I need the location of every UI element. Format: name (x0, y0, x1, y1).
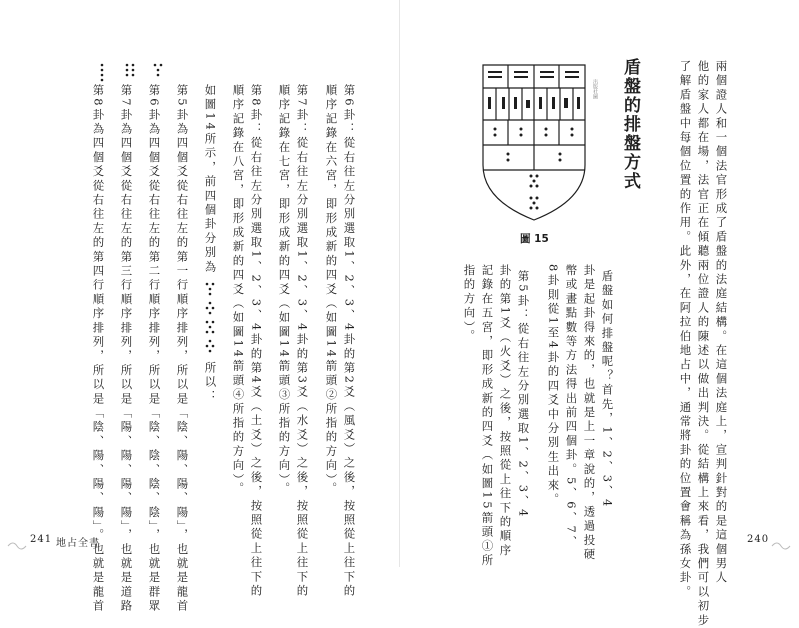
left-text-column-3: 第7卦：從右往左分別選取1、2、3、4卦的第3爻（水爻）之後，按照從上往下的 (295, 84, 310, 599)
left-text-column-2: 順序記錄在六宮，即形成新的四爻（如圖14箭頭②所指的方向）。 (324, 84, 339, 496)
example-line-8-text: 第8卦為四個爻從右往左的第四行順序排列，所以是「陰、陽、陽、陽」。也就是 (91, 84, 106, 586)
example-line-7-result: 道路 (119, 585, 134, 614)
left-text-column-1: 第6卦：從右往左分別選取1、2、3、4卦的第2爻（風爻）之後，按照從上往下的 (342, 84, 357, 599)
example-line-6-result: 群眾 (147, 585, 162, 614)
right-text-column-4: 盾盤如何排盤呢？首先，1、2、3、4 (600, 270, 615, 509)
example-intro-text-a: 如圖14所示，前四個卦分別為 (203, 84, 218, 275)
right-text-column-10: 記錄在五宮，即形成新的四爻（如圖15箭頭①所 (480, 264, 495, 569)
section-title: 盾盤的排盤方式 (620, 58, 640, 191)
right-text-column-8: 第5卦：從右往左分別選取1、2、3、4 (516, 270, 531, 520)
page-ornament-left-icon (6, 540, 28, 552)
figure-caption: 圖 15 (520, 233, 549, 245)
right-text-column-3: 了解盾盤中每個位置的作用。此外，在阿拉伯地占中，通常將卦的位置會稱為孫女卦。 (678, 60, 693, 600)
left-text-column-5: 第8卦：從右往左分別選取1、2、3、4卦的第4爻（土爻）之後，按照從上往下的 (249, 84, 264, 599)
figure-dots-7-icon (124, 62, 136, 80)
page-gutter (399, 0, 400, 567)
page-ornament-right-icon (770, 540, 792, 552)
right-text-column-1: 兩個證人和一個法官形成了盾盤的法庭結構。在這個法庭上，宣判針對的是這個男人 (714, 60, 729, 586)
example-line-8-result: 龍首 (91, 585, 106, 614)
left-text-column-6: 順序記錄在八宮，即形成新的四爻（如圖14箭頭④所指的方向）。 (231, 84, 246, 496)
right-page-number: 240 (747, 534, 770, 545)
figure-small-label: 出版社圖 (592, 79, 598, 99)
right-text-column-11: 指的方向）。 (462, 264, 477, 344)
example-intro-column (204, 84, 216, 404)
left-page-number: 241 (30, 534, 53, 545)
left-page-book-title: 地占全書 (56, 538, 100, 549)
figure-dots-6-icon (152, 62, 164, 80)
example-line-5-result: 龍首 (175, 585, 190, 614)
right-text-column-6: 幣或畫點數等方法得出前四個卦。5、6、7、 (564, 264, 579, 550)
figure-dots-8-icon (96, 62, 108, 82)
right-text-column-2: 他的家人都在場，法官正在傾聽兩位證人的陳述以做出判決。從結構上來看，我們可以初步 (696, 60, 711, 628)
example-line-6-text: 第6卦為四個爻從右往左的第二行順序排列，所以是「陰、陰、陰、陰」，也就是 (147, 84, 162, 586)
right-text-column-5: 卦是起卦得來的，也就是上一章說的，透過投硬 (582, 264, 597, 563)
example-line-5 (175, 84, 190, 614)
right-text-column-7: 8卦則從1至4卦的四爻中分別生出來。 (546, 264, 561, 508)
left-text-column-4: 順序記錄在七宮，即形成新的四爻（如圖14箭頭③所指的方向）。 (277, 84, 292, 496)
example-line-7-text: 第7卦為四個爻從右往左的第三行順序排列，所以是「陽、陽、陽、陽」，也就是 (119, 84, 134, 586)
shield-figure-15 (478, 60, 590, 225)
example-intro-text-b: 所以： (203, 361, 218, 404)
example-line-5-text: 第5卦為四個爻從右往左的第一行順序排列，所以是「陰、陽、陽、陽」，也就是 (175, 84, 190, 586)
four-figures-icon (204, 281, 216, 355)
example-line-7 (119, 84, 134, 614)
example-line-6 (147, 84, 162, 614)
right-text-column-9: 卦的第1爻（火爻）之後，按照從上往下的順序 (498, 264, 513, 559)
